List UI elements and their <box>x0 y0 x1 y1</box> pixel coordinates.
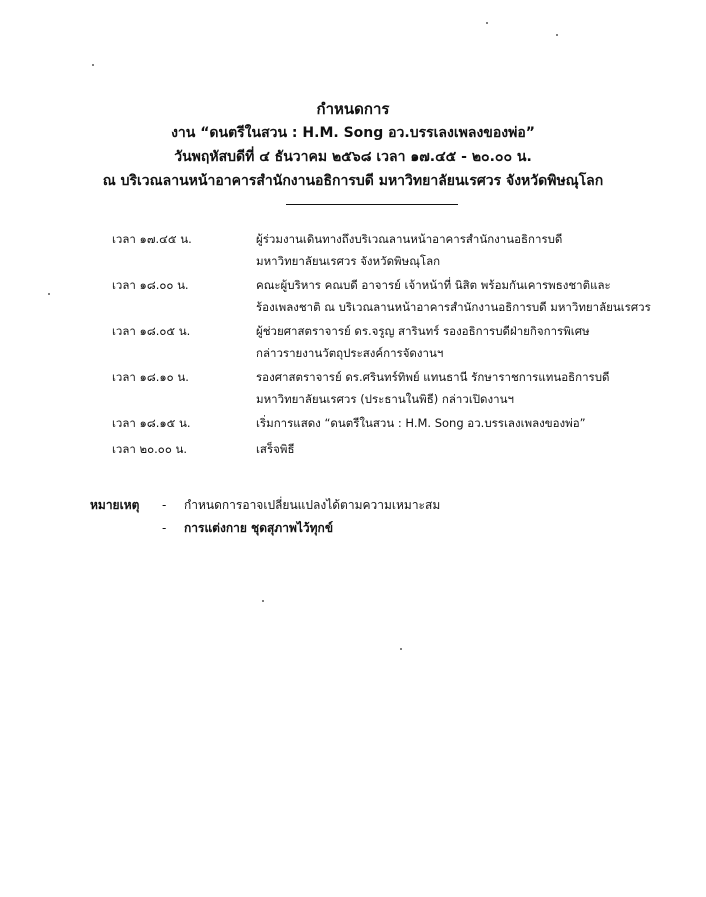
schedule-detail-line: คณะผู้บริหาร คณบดี อาจารย์ เจ้าหน้าที่ นิสิต พร้อมกันเคารพธงชาติและ <box>256 278 611 292</box>
scan-speck <box>556 34 558 36</box>
header-divider <box>286 204 458 205</box>
note-bullet: - <box>162 521 167 535</box>
notes-label: หมายเหตุ <box>90 498 140 512</box>
schedule-detail-line: รองศาสตราจารย์ ดร.ศรินทร์ทิพย์ แทนธานี รักษาราชการแทนอธิการบดี <box>256 370 610 384</box>
schedule-time: เวลา ๑๘.๐๕ น. <box>112 324 191 338</box>
schedule-detail-line: มหาวิทยาลัยนเรศวร (ประธานในพิธี) กล่าวเปิดงานฯ <box>256 392 514 406</box>
schedule-row <box>0 366 706 412</box>
schedule-detail-line: ร้องเพลงชาติ ณ บริเวณลานหน้าอาคารสำนักงานอธิการบดี มหาวิทยาลัยนเรศวร <box>256 300 651 314</box>
scan-speck <box>400 648 402 650</box>
note-bullet: - <box>162 498 167 512</box>
scan-speck <box>262 600 264 602</box>
schedule-row <box>0 412 706 438</box>
event-venue: ณ บริเวณลานหน้าอาคารสำนักงานอธิการบดี มหาวิทยาลัยนเรศวร จังหวัดพิษณุโลก <box>102 173 604 189</box>
schedule-detail <box>256 438 676 460</box>
schedule-detail-line: มหาวิทยาลัยนเรศวร จังหวัดพิษณุโลก <box>256 254 441 268</box>
schedule-row <box>0 438 706 464</box>
schedule-time: เวลา ๑๘.๑๕ น. <box>112 416 191 430</box>
document-header <box>0 97 706 193</box>
schedule-detail <box>256 366 676 410</box>
schedule-time: เวลา ๒๐.๐๐ น. <box>112 442 188 456</box>
scan-speck <box>48 293 50 295</box>
document-title: กำหนดการ <box>316 100 390 118</box>
note-text: กำหนดการอาจเปลี่ยนแปลงได้ตามความเหมาะสม <box>184 498 441 512</box>
schedule-row <box>0 274 706 320</box>
schedule-detail <box>256 274 676 318</box>
note-item <box>0 517 706 540</box>
event-name: งาน “ดนตรีในสวน : H.M. Song อว.บรรเลงเพลงของพ่อ” <box>171 125 535 141</box>
note-text: การแต่งกาย ชุดสุภาพไว้ทุกข์ <box>184 521 334 535</box>
schedule-detail <box>256 412 676 434</box>
schedule-detail-line: เสร็จพิธี <box>256 442 295 456</box>
schedule-row <box>0 320 706 366</box>
schedule-detail-line: ผู้ร่วมงานเดินทางถึงบริเวณลานหน้าอาคารสำนักงานอธิการบดี <box>256 232 563 246</box>
schedule-detail-line: ผู้ช่วยศาสตราจารย์ ดร.จรูญ สารินทร์ รองอธิการบดีฝ่ายกิจการพิเศษ <box>256 324 590 338</box>
scan-speck <box>486 22 488 24</box>
schedule-list <box>0 228 706 464</box>
schedule-detail-line: กล่าวรายงานวัตถุประสงค์การจัดงานฯ <box>256 346 444 360</box>
event-date: วันพฤหัสบดีที่ ๔ ธันวาคม ๒๕๖๘ เวลา ๑๗.๔๕ - ๒๐.๐๐ น. <box>174 149 532 165</box>
schedule-detail <box>256 320 676 364</box>
schedule-time: เวลา ๑๗.๔๕ น. <box>112 232 192 246</box>
notes-section <box>0 494 706 540</box>
schedule-detail-line: เริ่มการแสดง “ดนตรีในสวน : H.M. Song อว.บรรเลงเพลงของพ่อ” <box>256 416 586 430</box>
note-item <box>0 494 706 517</box>
schedule-time: เวลา ๑๘.๐๐ น. <box>112 278 189 292</box>
schedule-row <box>0 228 706 274</box>
scan-speck <box>92 64 94 66</box>
schedule-detail <box>256 228 676 272</box>
schedule-time: เวลา ๑๘.๑๐ น. <box>112 370 189 384</box>
